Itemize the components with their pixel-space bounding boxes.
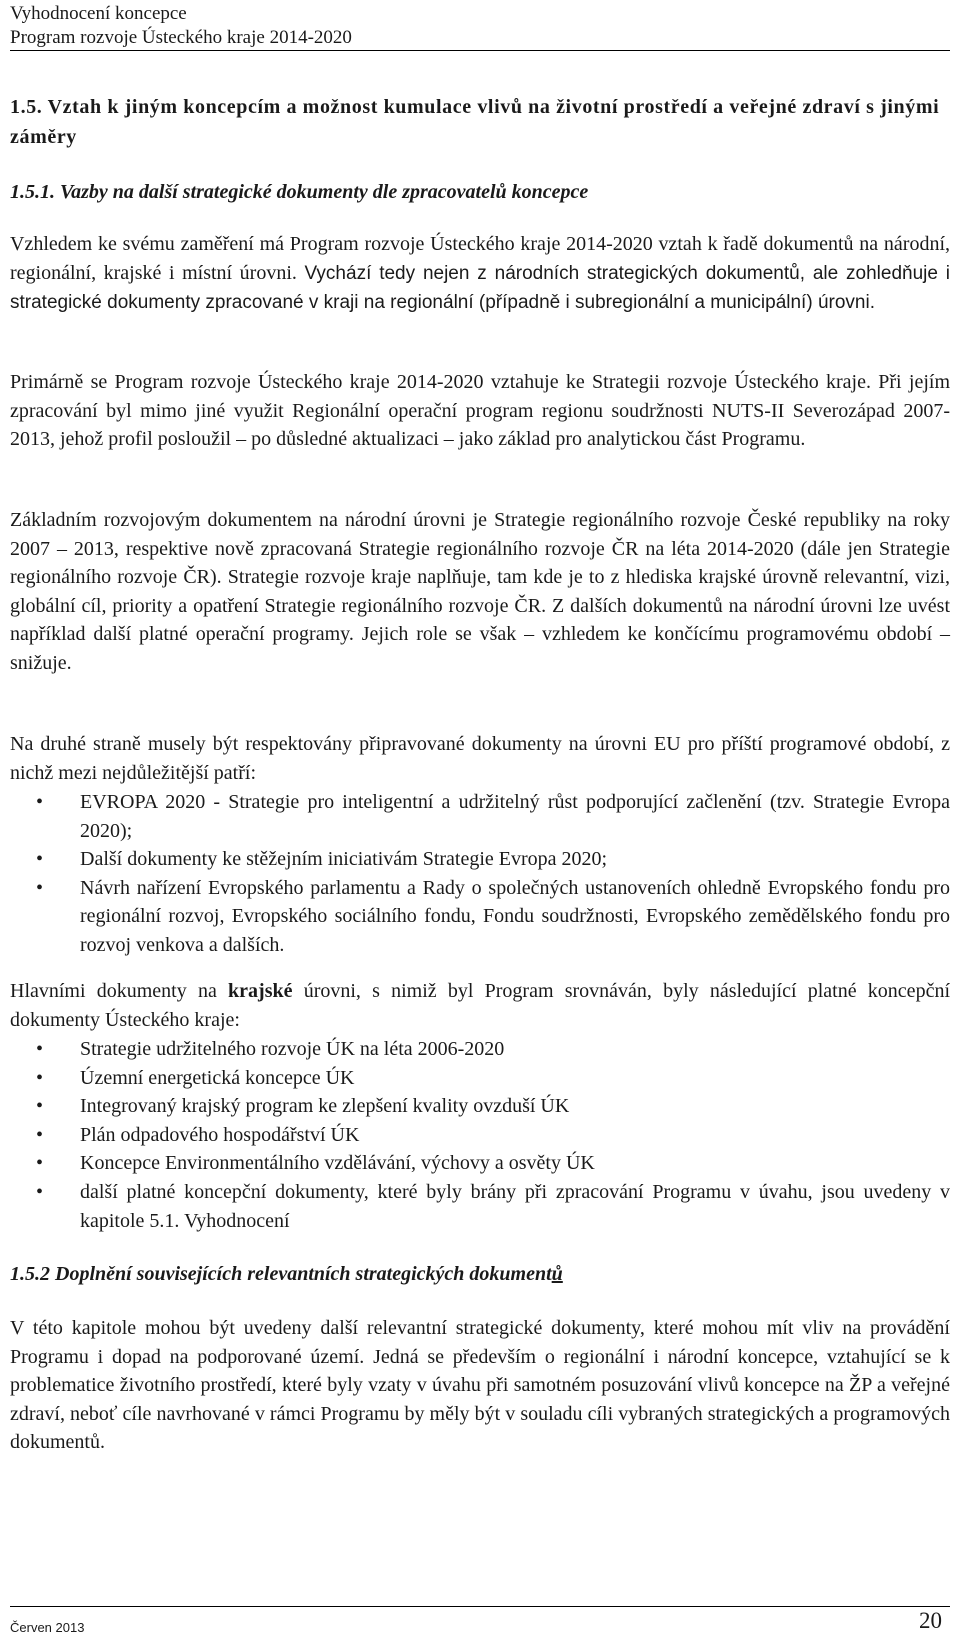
section-heading: 1.5. Vztah k jiným koncepcím a možnost kumulace vlivů na životní prostředí a veřejné zdraví s jinými záměry [10, 96, 940, 148]
bullet-icon: • [36, 876, 44, 899]
list-item: • Územní energetická koncepce ÚK [10, 1064, 950, 1093]
bullet-icon: • [36, 1095, 44, 1118]
list-item: • Návrh nařízení Evropského parlamentu a Rady o společných ustanoveních ohledně Evropského fondu pro regionální rozvoj, Evropského sociálního fondu, Fondu soudržnosti, Evropského zemědělského fondu pro rozvoj venkova a dalších. [10, 874, 950, 960]
list-item: • EVROPA 2020 - Strategie pro inteligentní a udržitelný růst podporující začlenění (tzv. Strategie Evropa 2020); [10, 788, 950, 845]
paragraph-intro-part-a: Vzhledem ke svému zaměření má Program rozvoje Ústeckého kraje 2014-2020 vztah k řadě dokumentů na národní, regionální, krajské i místní úrovni. [10, 233, 950, 284]
list-item: • další platné koncepční dokumenty, které byly brány při zpracování Programu v úvahu, jsou uvedeny v kapitole 5.1. Vyhodnocení [10, 1178, 950, 1235]
header-doc-type: Vyhodnocení koncepce [10, 3, 187, 24]
list-item: • Další dokumenty ke stěžejním iniciativám Strategie Evropa 2020; [10, 845, 950, 874]
list-item: • Plán odpadového hospodářství ÚK [10, 1121, 950, 1150]
paragraph-related-documents: V této kapitole mohou být uvedeny další relevantní strategické dokumenty, které mohou mít vliv na provádění Programu i dopad na podporované území. Jedná se především o regionální i národní koncepce, vztahující se k problematice životního prostředí, které byly vzaty v úvahu při samotném posuzování vlivů koncepce na ŽP a veřejné zdraví, neboť cíle navrhované v rámci Programu by měly být v souladu cíli vybraných strategických a programových dokumentů. [10, 1317, 950, 1454]
bullet-icon: • [36, 1066, 44, 1089]
page-header [10, 0, 950, 50]
list-item: • Integrovaný krajský program ke zlepšení kvality ovzduší ÚK [10, 1092, 950, 1121]
footer-date: Červen 2013 [10, 1620, 85, 1635]
document-page [10, 0, 951, 1635]
eu-documents-list [10, 788, 950, 960]
regional-documents-list [10, 1035, 950, 1235]
list-item: • Koncepce Environmentálního vzdělávání, výchovy a osvěty ÚK [10, 1149, 950, 1178]
paragraph-intro [10, 230, 950, 318]
bullet-icon: • [36, 1180, 44, 1203]
paragraph-primary-strategy: Primárně se Program rozvoje Ústeckého kraje 2014-2020 vztahuje ke Strategii rozvoje Ústeckého kraje. Při jejím zpracování byl mimo jiné využit Regionální operační program regionu soudržnosti NUTS-II Severozápad 2007-2013, jehož profil posloužil – po důsledné aktualizaci – jako základ pro analytickou část Programu. [10, 371, 950, 451]
paragraph-national-level: Základním rozvojovým dokumentem na národní úrovni je Strategie regionálního rozvoje České republiky na roky 2007 – 2013, respektive nově zpracovaná Strategie regionálního rozvoje ČR na léta 2014-2020 (dále jen Strategie regionálního rozvoje ČR). Strategie rozvoje kraje naplňuje, tam kde je to z hlediska krajské úrovně relevantní, vizi, globální cíl, priority a opatření Strategie regionálního rozvoje ČR. Z dalších dokumentů na národní úrovni lze uvést například další platné operační programy. Jejich role se však – vzhledem ke končícímu programovému období – snižuje. [10, 509, 950, 674]
bullet-icon: • [36, 791, 44, 813]
paragraph-regional-intro: Hlavními dokumenty na krajské úrovni, s nimiž byl Program srovnáván, byly následující platné koncepční dokumenty Ústeckého kraje: [10, 980, 950, 1031]
bullet-icon: • [36, 1152, 44, 1175]
bold-keyword: krajské [228, 980, 293, 1002]
list-item: • Strategie udržitelného rozvoje ÚK na léta 2006-2020 [10, 1035, 950, 1064]
page-number: 20 [919, 1608, 942, 1633]
bullet-icon: • [36, 1038, 44, 1060]
header-program-title: Program rozvoje Ústeckého kraje 2014-2020 [10, 27, 352, 48]
paragraph-eu-intro: Na druhé straně musely být respektovány připravované dokumenty na úrovni EU pro příští programové období, z nichž mezi nejdůležitější patří: [10, 733, 950, 784]
bullet-icon: • [36, 848, 44, 871]
subsection-heading-1-5-2: 1.5.2 Doplnění souvisejících relevantních strategických dokumentů [10, 1263, 563, 1285]
bullet-icon: • [36, 1123, 44, 1146]
subsection-heading-1-5-1: 1.5.1. Vazby na další strategické dokumenty dle zpracovatelů koncepce [10, 181, 589, 203]
footer-divider [10, 1606, 950, 1607]
header-divider [10, 50, 950, 51]
paragraph-intro-part-b: Vychází tedy nejen z národních strategických dokumentů, ale zohledňuje i strategické dokumenty zpracované v kraji na regionální (případně i subregionální a municipální) úrovni. [10, 262, 951, 314]
